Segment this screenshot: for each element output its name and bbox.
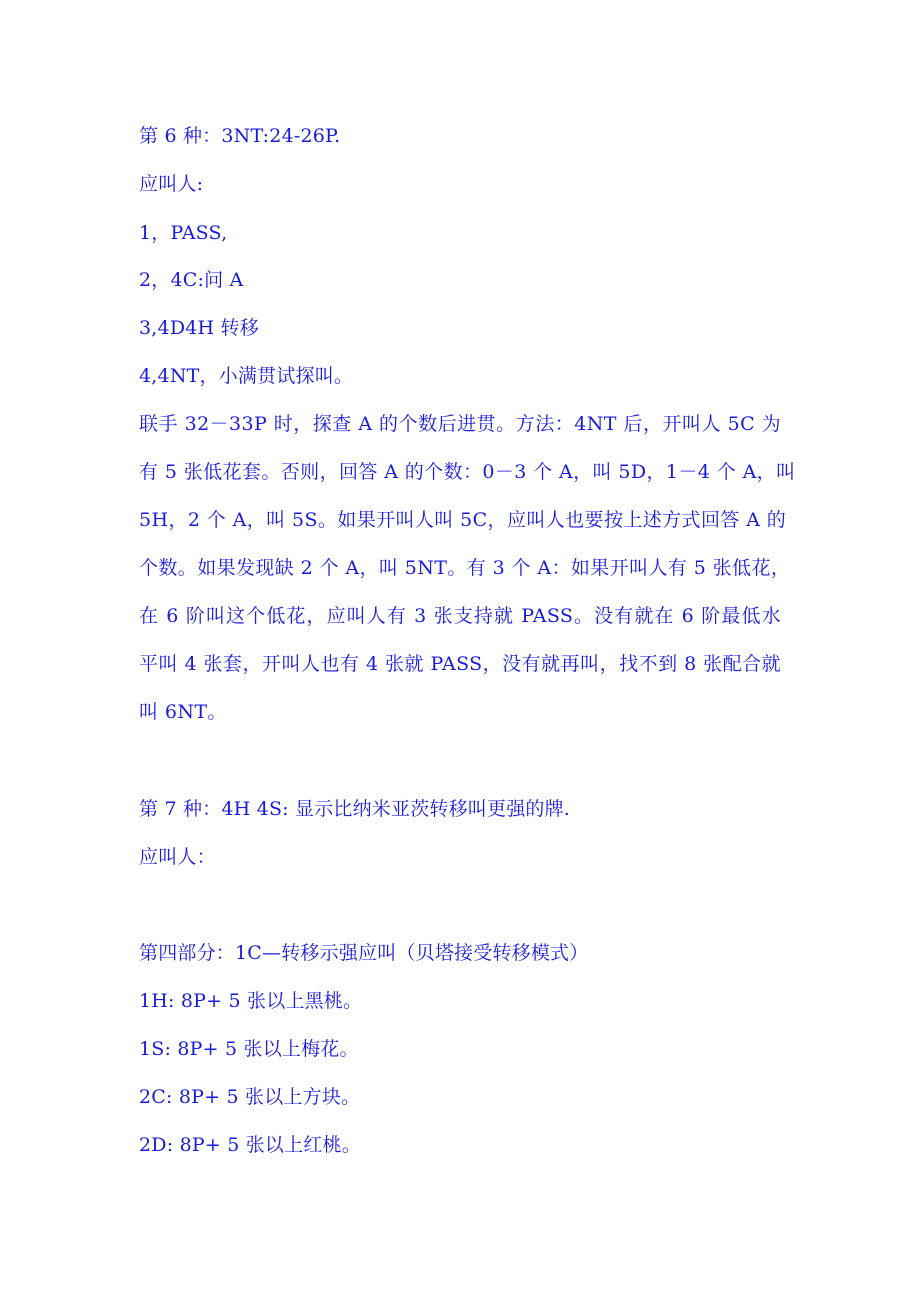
- part4-item-2: 1S: 8P+ 5 张以上梅花。: [139, 1038, 359, 1060]
- part4-item-1: 1H: 8P+ 5 张以上黑桃。: [139, 990, 363, 1012]
- paragraph-line: 平叫 4 张套，开叫人也有 4 张就 PASS，没有就再叫，找不到 8 张配合就: [139, 653, 781, 675]
- section7-responder-label: 应叫人：: [139, 846, 216, 868]
- section6-item-1: 1，PASS,: [139, 222, 228, 244]
- part4-heading: 第四部分：1C—转移示强应叫（贝塔接受转移模式）: [139, 942, 589, 964]
- paragraph-line: 在 6 阶叫这个低花，应叫人有 3 张支持就 PASS。没有就在 6 阶最低水: [139, 605, 781, 627]
- paragraph-line: 个数。如果发现缺 2 个 A，叫 5NT。有 3 个 A：如果开叫人有 5 张低花，: [139, 557, 791, 579]
- paragraph-line: 联手 32－33P 时，探查 A 的个数后进贯。方法：4NT 后，开叫人 5C 为: [139, 413, 781, 435]
- section6-paragraph: [139, 400, 796, 736]
- section6-item-4: 4,4NT，小满贯试探叫。: [139, 365, 354, 387]
- section6-item-2: 2，4C:问 A: [139, 269, 244, 291]
- part4-item-4: 2D: 8P+ 5 张以上红桃。: [139, 1134, 361, 1156]
- part4-item-3: 2C: 8P+ 5 张以上方块。: [139, 1086, 361, 1108]
- paragraph-line: 叫 6NT。: [139, 701, 227, 723]
- section6-item-3: 3,4D4H 转移: [139, 317, 259, 339]
- section6-heading: 第 6 种：3NT:24-26P.: [139, 125, 341, 147]
- section6-responder-label: 应叫人:: [139, 173, 204, 195]
- section7-heading: 第 7 种：4H 4S: 显示比纳米亚茨转移叫更强的牌.: [139, 798, 571, 820]
- paragraph-line: 有 5 张低花套。否则，回答 A 的个数：0－3 个 A，叫 5D，1－4 个 A，叫: [139, 461, 796, 483]
- paragraph-line: 5H，2 个 A，叫 5S。如果开叫人叫 5C，应叫人也要按上述方式回答 A 的: [139, 509, 787, 531]
